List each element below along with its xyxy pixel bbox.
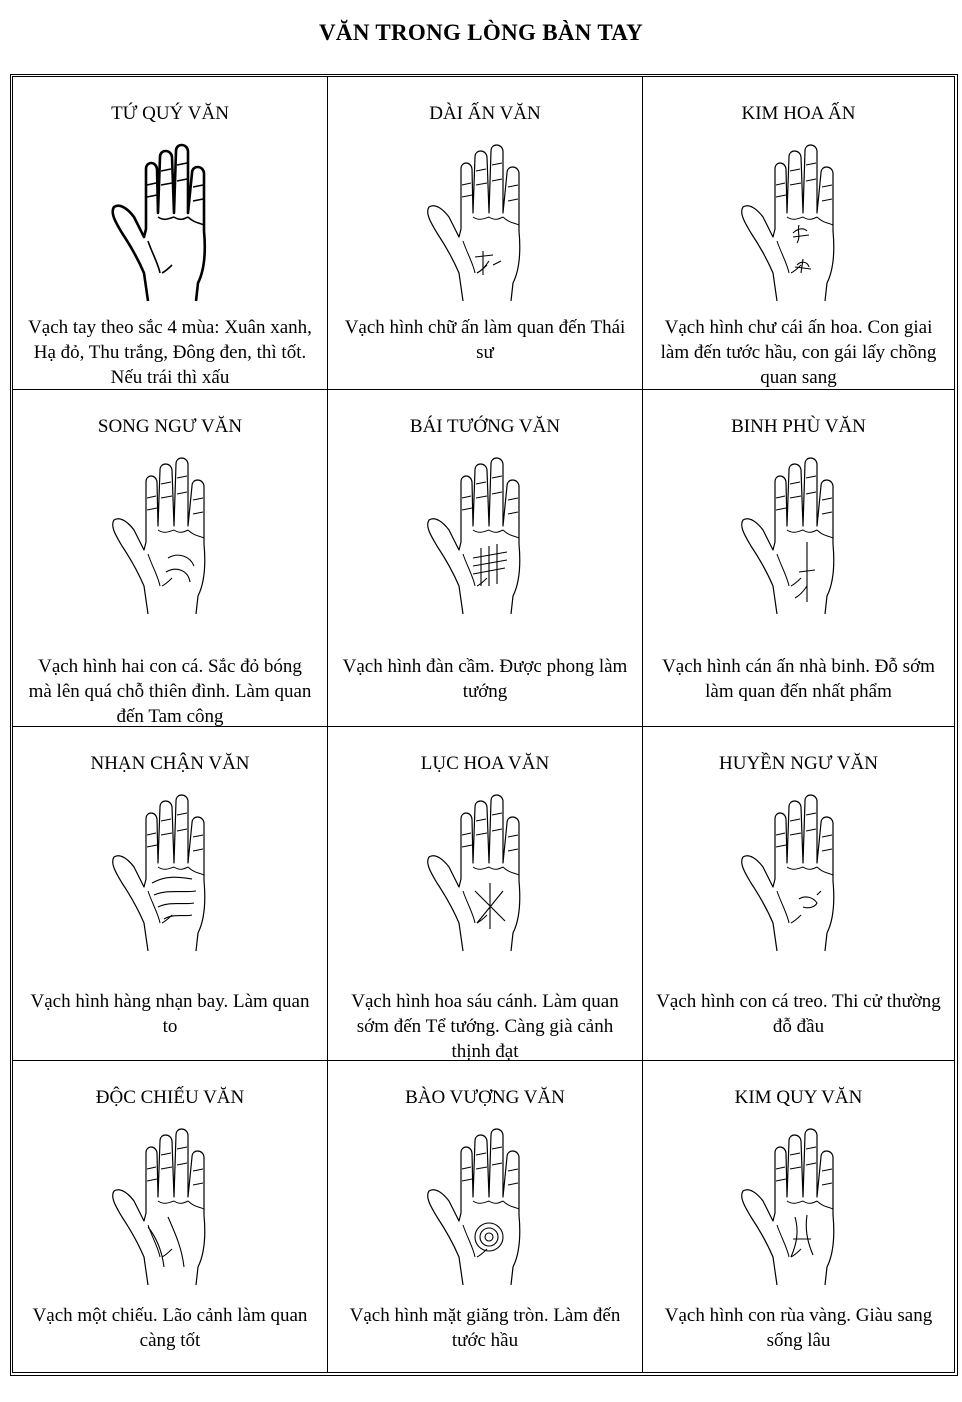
palm-cell bbox=[327, 1060, 643, 1373]
cell-description: Vạch hình hoa sáu cánh. Làm quan sớm đến Tể tướng. Càng già cảnh thịnh đạt bbox=[351, 991, 619, 1061]
palm-cell bbox=[12, 1060, 328, 1373]
hand-palm-seal-mark-icon bbox=[423, 133, 547, 309]
hand-outline bbox=[113, 795, 205, 951]
palm-mark bbox=[793, 225, 811, 273]
hand-palm-icon bbox=[108, 133, 232, 309]
cell-title: HUYỀN NGƯ VĂN bbox=[719, 753, 878, 774]
palm-cell bbox=[642, 389, 955, 727]
cell-description: Vạch hình hàng nhạn bay. Làm quan to bbox=[30, 991, 310, 1037]
cell-title: ĐỘC CHIẾU VĂN bbox=[95, 1087, 245, 1108]
palm-cell bbox=[642, 726, 955, 1061]
cell-description: Vạch hình con cá treo. Thi cử thường đỗ đầu bbox=[656, 991, 941, 1037]
palm-cell bbox=[642, 1060, 955, 1373]
cell-title: DÀI ẤN VĂN bbox=[429, 103, 541, 124]
hand-palm-single-line-icon bbox=[108, 1117, 232, 1293]
cell-description: Vạch tay theo sắc 4 mùa: Xuân xanh, Hạ đỏ, Thu trắng, Đông đen, thì tốt. Nếu trái thì xấu bbox=[28, 317, 312, 388]
palm-cell bbox=[327, 389, 643, 727]
cell-title: TỨ QUÝ VĂN bbox=[111, 103, 229, 124]
hand-outline bbox=[741, 145, 833, 301]
hand-outline bbox=[113, 1129, 205, 1285]
cell-title: KIM QUY VĂN bbox=[734, 1087, 863, 1108]
palm-cell bbox=[12, 726, 328, 1061]
cell-description: Vạch hình chư cái ấn hoa. Con giai làm đến tước hầu, con gái lấy chồng quan sang bbox=[660, 317, 937, 388]
cell-title: BÀO VƯỢNG VĂN bbox=[405, 1087, 565, 1108]
hand-outline bbox=[428, 458, 520, 614]
palm-mark bbox=[166, 555, 194, 582]
cell-description: Vạch hình mặt giăng tròn. Làm đến tước hầu bbox=[349, 1305, 621, 1351]
palm-mark bbox=[473, 544, 507, 586]
cell-title: NHẠN CHẬN VĂN bbox=[90, 753, 250, 774]
hand-palm-geese-lines-icon bbox=[108, 783, 232, 959]
hand-outline bbox=[428, 145, 520, 301]
cell-description: Vạch hình chữ ấn làm quan đến Thái sư bbox=[344, 317, 626, 363]
hand-palm-seal-handle-icon bbox=[737, 446, 861, 622]
palm-cell bbox=[12, 76, 328, 390]
cell-title: LỤC HOA VĂN bbox=[420, 753, 550, 774]
palm-mark bbox=[475, 1223, 503, 1251]
hand-palm-twin-fish-icon bbox=[108, 446, 232, 622]
page-title: VĂN TRONG LÒNG BÀN TAY bbox=[319, 20, 643, 45]
hand-outline bbox=[428, 795, 520, 951]
cell-description: Vạch hình con rùa vàng. Giàu sang sống lâu bbox=[664, 1305, 933, 1351]
hand-palm-six-petal-icon bbox=[423, 783, 547, 959]
hand-outline bbox=[741, 458, 833, 614]
hand-outline bbox=[428, 1129, 520, 1285]
cell-title: BINH PHÙ VĂN bbox=[731, 416, 866, 437]
palm-mark bbox=[791, 1215, 813, 1257]
cell-description: Vạch hình hai con cá. Sắc đỏ bóng mà lên quá chỗ thiên đình. Làm quan đến Tam công bbox=[28, 656, 312, 727]
hand-outline bbox=[741, 1129, 833, 1285]
cell-title: SONG NGƯ VĂN bbox=[97, 416, 243, 437]
palm-cell bbox=[327, 726, 643, 1061]
hand-palm-flower-marks-icon bbox=[737, 133, 861, 309]
palm-cell bbox=[327, 76, 643, 390]
palm-mark bbox=[795, 542, 815, 602]
hand-outline bbox=[113, 458, 205, 614]
hand-outline bbox=[741, 795, 833, 951]
cell-description: Vạch một chiếu. Lão cảnh làm quan càng tốt bbox=[32, 1305, 308, 1351]
hand-palm-hanging-fish-icon bbox=[737, 783, 861, 959]
cell-title: BÁI TƯỚNG VĂN bbox=[409, 416, 561, 437]
hand-palm-turtle-lines-icon bbox=[737, 1117, 861, 1293]
hand-palm-lute-lines-icon bbox=[423, 446, 547, 622]
cell-title: KIM HOA ẤN bbox=[741, 103, 856, 124]
hand-palm-spiral-icon bbox=[423, 1117, 547, 1293]
palm-cell bbox=[642, 76, 955, 390]
palm-mark bbox=[152, 877, 196, 919]
palm-lines-table bbox=[13, 77, 955, 1373]
hand-outline bbox=[113, 145, 205, 301]
palm-mark bbox=[148, 1217, 184, 1267]
cell-description: Vạch hình đàn cầm. Được phong làm tướng bbox=[342, 656, 628, 702]
palm-mark bbox=[475, 251, 501, 275]
palm-mark bbox=[799, 891, 821, 908]
cell-description: Vạch hình cán ấn nhà binh. Đỗ sớm làm quan đến nhất phẩm bbox=[662, 656, 935, 702]
palm-cell bbox=[12, 389, 328, 727]
